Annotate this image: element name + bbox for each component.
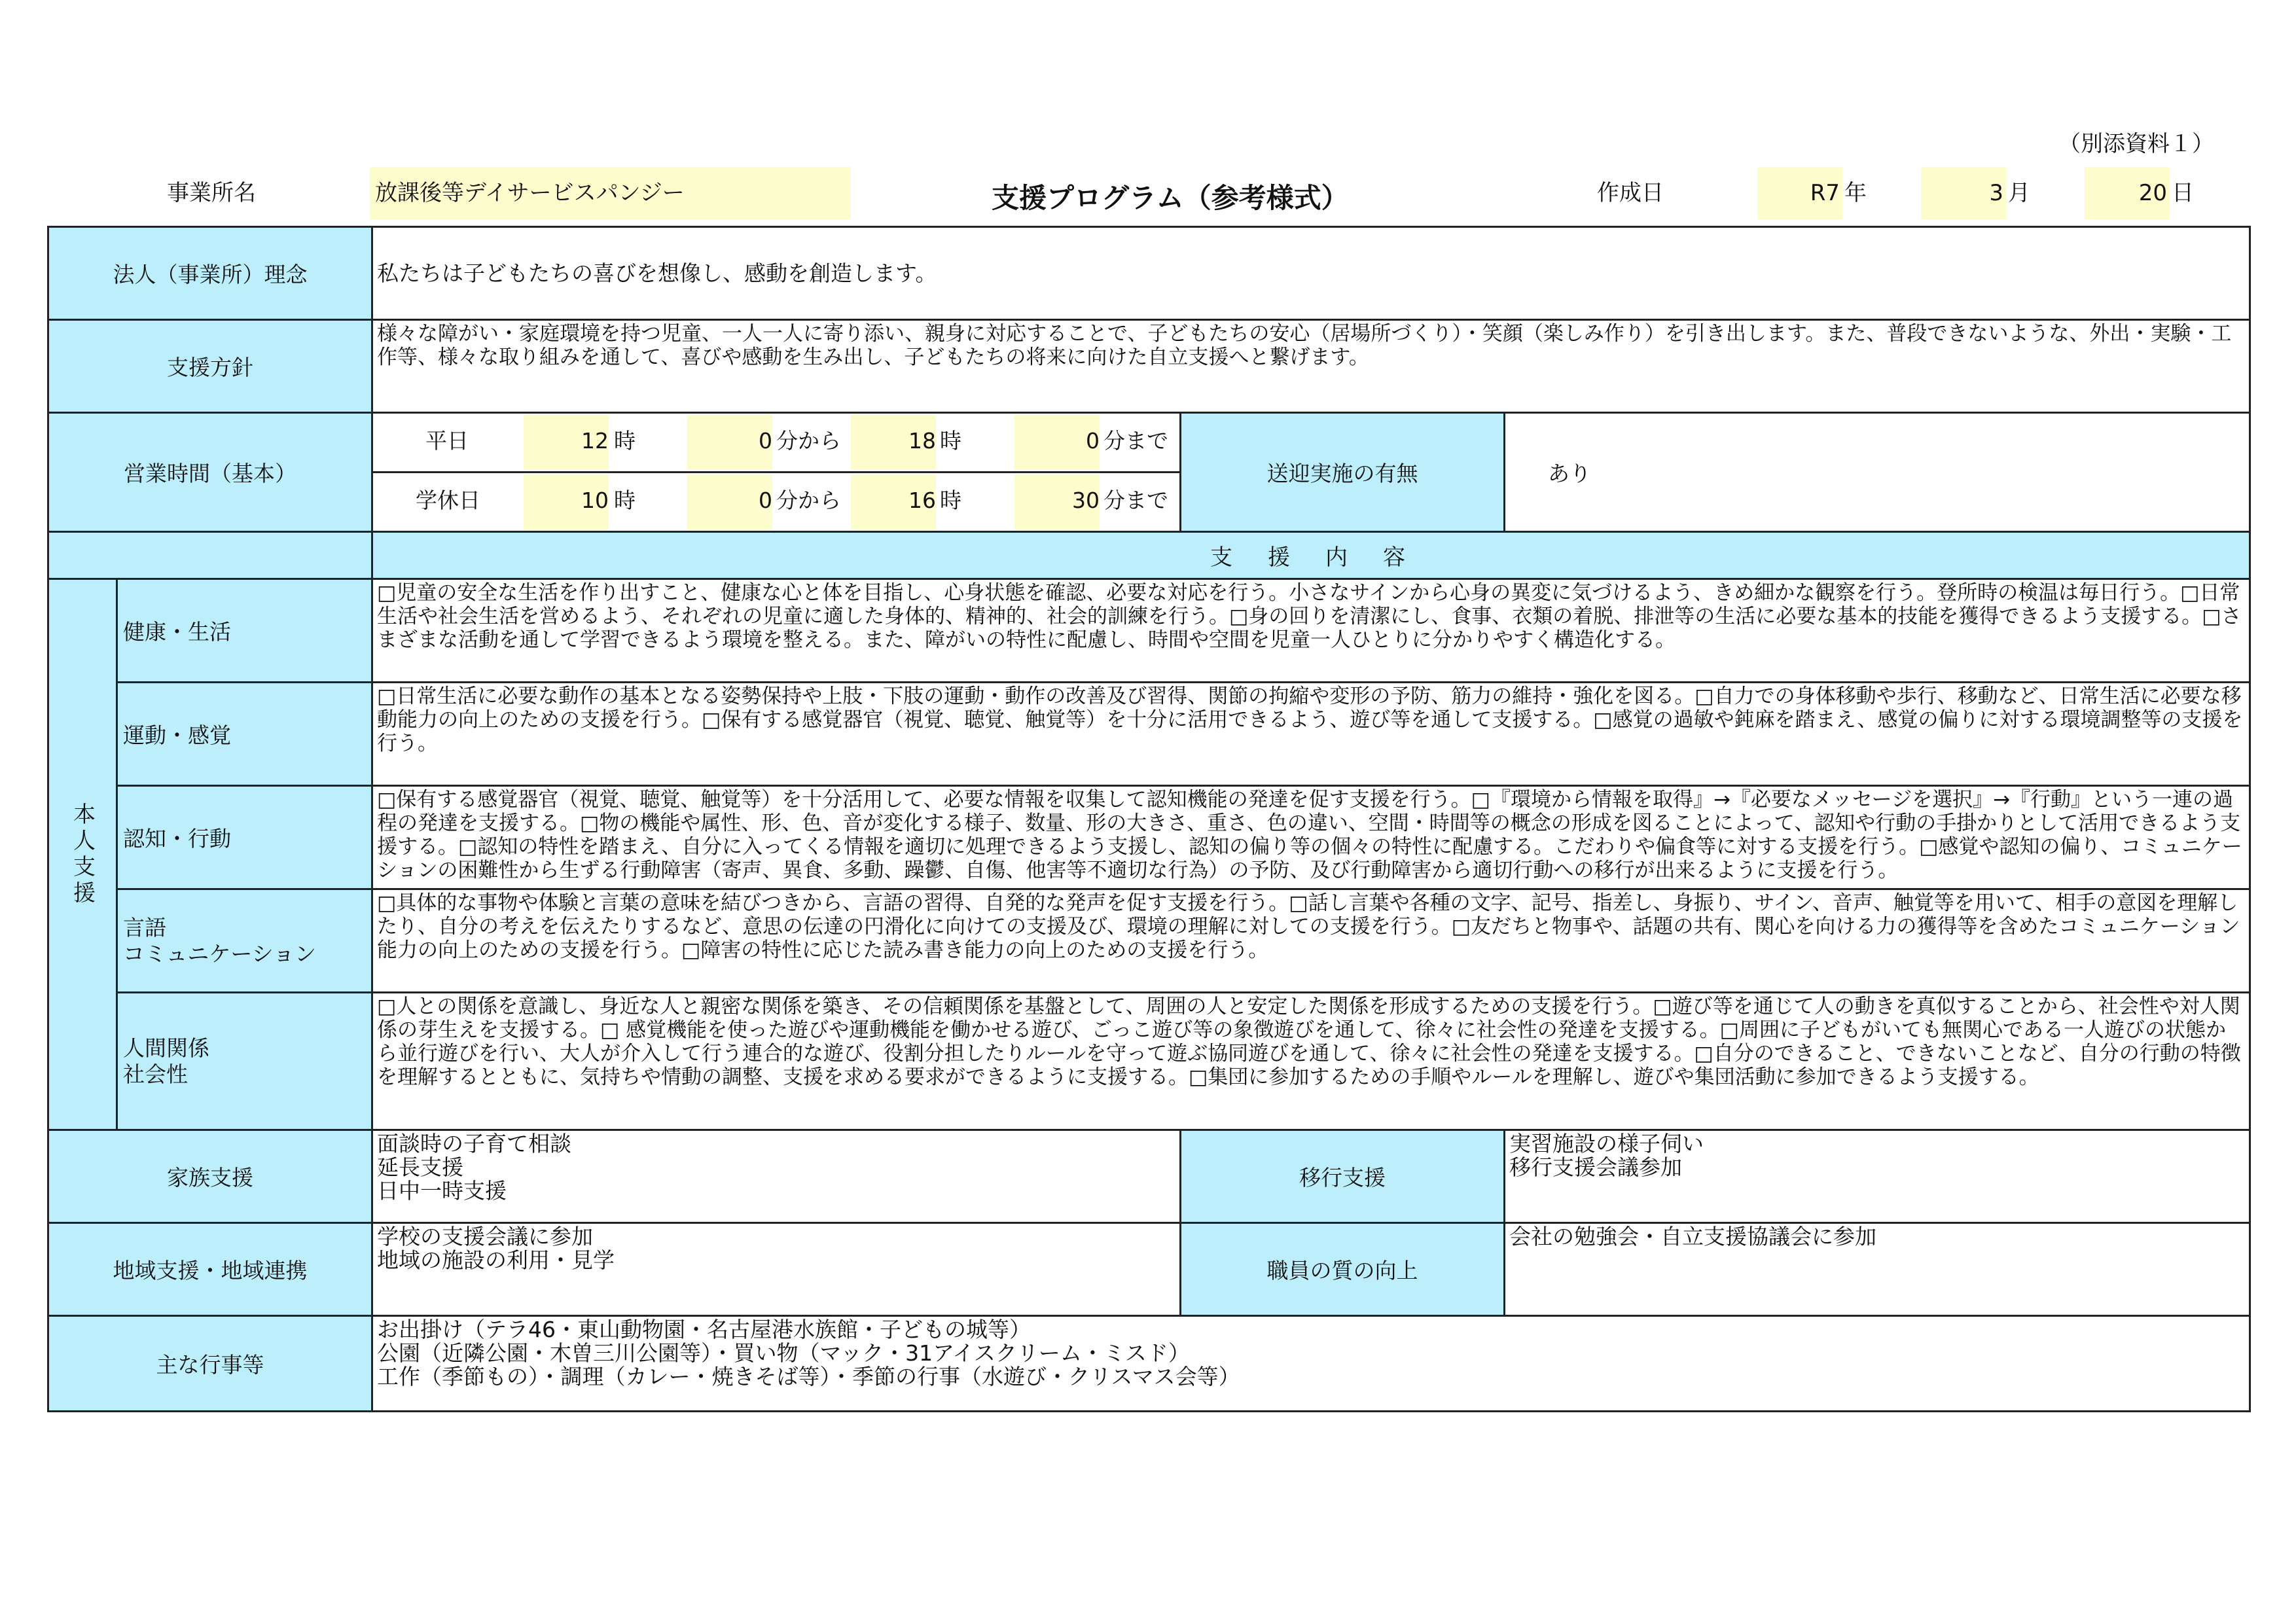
- transition-support-line: 移行支援会議参加: [1509, 1154, 1682, 1180]
- hours-label: 営業時間（基本）: [49, 414, 373, 533]
- month-unit: 月: [2008, 180, 2030, 206]
- weekday-from-unit: 分から: [776, 428, 841, 454]
- relationships-social-label: 人間関係 社会性: [118, 993, 373, 1131]
- personal-support-label-text: 本人支援: [69, 802, 96, 907]
- staff-quality-line: 会社の勉強会・自立支援協議会に参加: [1509, 1224, 1876, 1249]
- events-label: 主な行事等: [49, 1317, 373, 1412]
- staff-quality-text: [1505, 1224, 2251, 1317]
- transport-value: あり: [1505, 414, 2251, 533]
- health-life-text: □児童の安全な生活を作り出すこと、健康な心と体を目指し、心身状態を確認、必要な対応を行う。小さなサインから心身の異変に気づけるよう、きめ細かな観察を行う。登所時の検温は毎日行う。□日常生活や社会生活を営めるよう、それぞれの児童に適した身体的、精神的、社会的訓練を行う。□身の回りを清潔にし、食事、衣類の着脱、排泄等の生活に必要な基本的技能を獲得できるよう支援する。□さまざまな活動を通して学習できるよう環境を整える。また、障がいの特性に配慮し、時間や空間を児童一人ひとりに分かりやすく構造化する。: [373, 580, 2251, 683]
- transition-support-line: 実習施設の様子伺い: [1509, 1131, 1704, 1156]
- philosophy-label: 法人（事業所）理念: [49, 228, 373, 321]
- weekday-hour-unit: 時: [614, 428, 636, 454]
- events-line: 公園（近隣公園・木曽三川公園等）・買い物（マック・31アイスクリーム・ミスド）: [377, 1340, 1190, 1366]
- month-field[interactable]: 3: [1921, 167, 2006, 219]
- weekday-start-minute[interactable]: 0: [759, 428, 772, 454]
- holiday-from-unit: 分から: [776, 488, 841, 513]
- holiday-start-minute[interactable]: 0: [759, 488, 772, 513]
- family-support-line: 面談時の子育て相談: [377, 1131, 571, 1156]
- support-content-header: 支 援 内 容: [373, 533, 2251, 580]
- holiday-end-minute[interactable]: 30: [1072, 488, 1100, 513]
- office-name-field[interactable]: 放課後等デイサービスパンジー: [370, 167, 851, 219]
- events-text: [373, 1317, 2251, 1412]
- family-support-text: [373, 1131, 1181, 1224]
- language-communication-label: 言語 コミュニケーション: [118, 890, 373, 993]
- language-communication-text: □具体的な事物や体験と言葉の意味を結びつきから、言語の習得、自発的な発声を促す支援を行う。□話し言葉や各種の文字、記号、指差し、身振り、サイン、音声、触覚等を用いて、相手の意図を理解したり、自分の考えを伝えたりするなど、意思の伝達の円滑化に向けての支援及び、環境の理解に対しての支援を行う。□友だちと物事や、話題の共有、関心を向ける力の獲得等を含めたコミュニケーション能力の向上のための支援を行う。□障害の特性に応じた読み書き能力の向上のための支援を行う。: [373, 890, 2251, 993]
- community-support-text: [373, 1224, 1181, 1317]
- community-support-line: 学校の支援会議に参加: [377, 1224, 593, 1249]
- motor-sensory-text: □日常生活に必要な動作の基本となる姿勢保持や上肢・下肢の運動・動作の改善及び習得、関節の拘縮や変形の予防、筋力の維持・強化を図る。□自力での身体移動や歩行、移動など、日常生活に必要な移動能力の向上のための支援を行う。□保有する感覚器官（視覚、聴覚、触覚等）を十分に活用できるよう、遊び等を通して支援する。□感覚の過敏や鈍麻を踏まえ、感覚の偏りに対する環境調整等の支援を行う。: [373, 683, 2251, 787]
- transition-support-text: [1505, 1131, 2251, 1224]
- weekday-start-hour[interactable]: 12: [581, 428, 609, 454]
- day-field[interactable]: 20: [2085, 167, 2170, 219]
- philosophy-text: 私たちは子どもたちの喜びを想像し、感動を創造します。: [373, 228, 2251, 321]
- health-life-label: 健康・生活: [118, 580, 373, 683]
- events-line: お出掛け（テラ46・東山動物園・名古屋港水族館・子どもの城等）: [377, 1317, 1031, 1342]
- motor-sensory-label: 運動・感覚: [118, 683, 373, 787]
- relationships-social-text: □人との関係を意識し、身近な人と親密な関係を築き、その信頼関係を基盤として、周囲の人と安定した関係を形成するための支援を行う。□遊び等を通じて人の動きを真似することから、社会性や対人関係の芽生えを支援する。□ 感覚機能を使った遊びや運動機能を働かせる遊び、ごっこ遊び等の象徴遊びを通して、徐々に社会性の発達を支援する。□周囲に子どもがいても無関心である一人遊びの状態から並行遊びを行い、大人が介入して行う連合的な遊び、役割分担したりルールを守って遊ぶ協同遊びを通して、徐々に社会性の発達を支援する。□自分のできること、できないことなど、自分の行動の特徴を理解するとともに、気持ちや情動の調整、支援を求める要求ができるように支援する。□集団に参加するための手順やルールを理解し、遊びや集団活動に参加できるよう支援する。: [373, 993, 2251, 1131]
- holiday-label: 学休日: [416, 488, 480, 513]
- weekday-hours-row: [373, 414, 1181, 473]
- weekday-until-unit: 分まで: [1103, 428, 1168, 454]
- page-title: 支援プログラム（参考様式）: [992, 182, 1349, 214]
- family-support-line: 延長支援: [377, 1154, 463, 1180]
- family-support-line: 日中一時支援: [377, 1178, 507, 1204]
- weekday-end-minute[interactable]: 0: [1086, 428, 1100, 454]
- transition-support-label: 移行支援: [1181, 1131, 1505, 1224]
- transport-label: 送迎実施の有無: [1181, 414, 1505, 533]
- staff-quality-label: 職員の質の向上: [1181, 1224, 1505, 1317]
- community-support-label: 地域支援・地域連携: [49, 1224, 373, 1317]
- created-date-label: 作成日: [1597, 180, 1664, 206]
- weekday-label: 平日: [425, 428, 469, 454]
- office-name-label: 事業所名: [167, 180, 256, 206]
- year-field[interactable]: R7: [1757, 167, 1842, 219]
- weekday-end-hour[interactable]: 18: [908, 428, 936, 454]
- holiday-start-hour[interactable]: 10: [581, 488, 609, 513]
- community-support-line: 地域の施設の利用・見学: [377, 1247, 615, 1273]
- family-support-label: 家族支援: [49, 1131, 373, 1224]
- cognition-behavior-label: 認知・行動: [118, 787, 373, 890]
- personal-support-label: [49, 580, 118, 1131]
- holiday-end-hour-unit: 時: [940, 488, 961, 513]
- holiday-hours-row: [373, 473, 1181, 533]
- year-unit: 年: [1844, 180, 1867, 206]
- policy-label: 支援方針: [49, 321, 373, 414]
- holiday-hour-unit: 時: [614, 488, 636, 513]
- support-program-table: [47, 226, 2251, 1412]
- support-content-corner: [49, 533, 373, 580]
- cognition-behavior-text: □保有する感覚器官（視覚、聴覚、触覚等）を十分活用して、必要な情報を収集して認知機能の発達を促す支援を行う。□『環境から情報を取得』→『必要なメッセージを選択』→『行動』という一連の過程の発達を支援する。□物の機能や属性、形、色、音が変化する様子、数量、形の大きさ、重さ、色の違い、空間・時間等の概念の形成を図ることによって、認知や行動の手掛かりとして活用できるよう支援する。□認知の特性を踏まえ、自分に入ってくる情報を適切に処理できるよう支援し、認知の偏り等の個々の特性に配慮する。こだわりや偏食等に対する支援を行う。□感覚や認知の偏り、コミュニケーションの困難性から生ずる行動障害（寄声、異食、多動、躁鬱、自傷、他害等不適切な行為）の予防、及び行動障害から適切行動への移行が出来るように支援を行う。: [373, 787, 2251, 890]
- policy-text: 様々な障がい・家庭環境を持つ児童、一人一人に寄り添い、親身に対応することで、子どもたちの安心（居場所づくり）・笑顔（楽しみ作り）を引き出します。また、普段できないような、外出・実験・工作等、様々な取り組みを通して、喜びや感動を生み出し、子どもたちの将来に向けた自立支援へと繋げます。: [373, 321, 2251, 414]
- attachment-label: （別添資料１）: [2058, 131, 2214, 157]
- holiday-until-unit: 分まで: [1103, 488, 1168, 513]
- events-line: 工作（季節もの）・調理（カレー・焼きそば等）・季節の行事（水遊び・クリスマス会等）: [377, 1364, 1240, 1389]
- day-unit: 日: [2172, 180, 2194, 206]
- weekday-end-hour-unit: 時: [940, 428, 961, 454]
- holiday-end-hour[interactable]: 16: [908, 488, 936, 513]
